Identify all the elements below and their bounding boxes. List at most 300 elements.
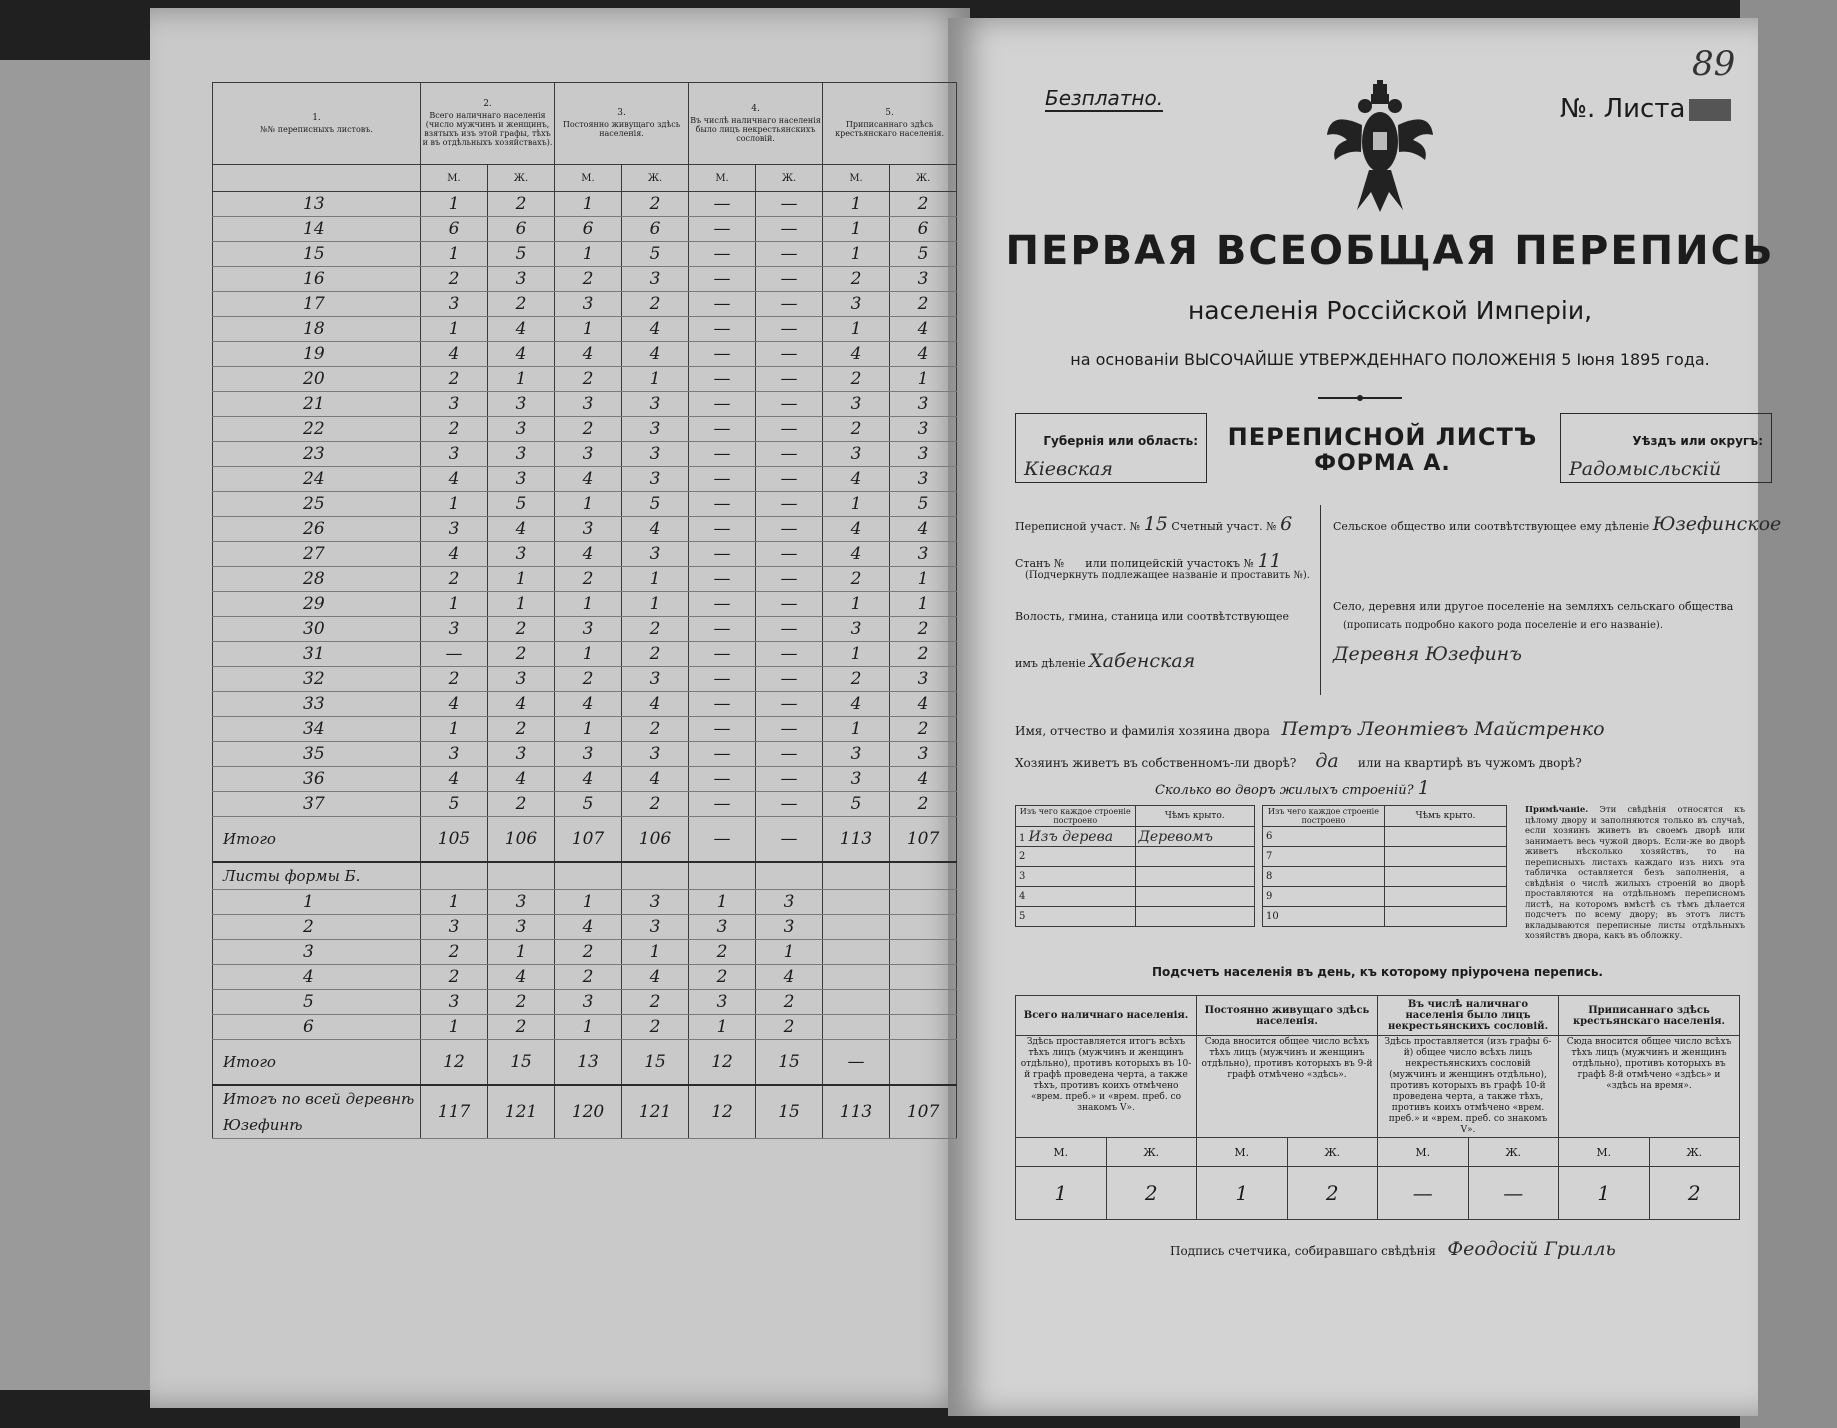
count-cell: 1 [823,592,890,617]
form-title-box [1205,413,1560,481]
count-cell: 2 [421,417,488,442]
total-cell: 12 [689,1040,756,1086]
sheet-number-cell: 37 [213,792,421,817]
table-row [213,342,957,367]
count-cell: 4 [823,467,890,492]
count-cell: 2 [555,940,622,965]
count-cell: 4 [756,965,823,990]
owner-field: Имя, отчество и фамилія хозяина двора Петръ Леонтіевъ Майстренко [1015,718,1605,740]
count-cell: 3 [421,442,488,467]
count-cell: 2 [890,617,957,642]
count-cell: 3 [555,990,622,1015]
count-cell: — [689,617,756,642]
total-cell: 113 [823,1085,890,1139]
count-cell: 1 [421,890,488,915]
count-cell: 3 [622,915,689,940]
col-sub-header: М. [421,165,488,192]
table-row [213,890,957,915]
count-cell: 3 [488,417,555,442]
count-cell: 3 [622,542,689,567]
col-sub-header: Ж. [488,165,555,192]
count-cell: 3 [622,467,689,492]
count-cell: 1 [421,192,488,217]
count-cell: 1 [823,242,890,267]
count-cell: 2 [689,940,756,965]
count-cell: 1 [689,890,756,915]
count-cell: 4 [421,692,488,717]
count-cell: 2 [890,792,957,817]
total-cell: 15 [488,1040,555,1086]
count-cell: 2 [622,717,689,742]
count-cell: 2 [421,965,488,990]
count-cell: 2 [488,717,555,742]
count-value: 2 [1649,1167,1740,1220]
count-cell: 2 [488,990,555,1015]
document-title: ПЕРВАЯ ВСЕОБЩАЯ ПЕРЕПИСЬ [1005,228,1775,274]
count-cell: 3 [890,667,957,692]
legal-basis: на основаніи ВЫСОЧАЙШЕ УТВЕРЖДЕННАГО ПОЛОЖЕНІЯ 5 Іюня 1895 года. [1070,350,1710,369]
count-cell: 1 [823,492,890,517]
count-cell: — [689,567,756,592]
count-cell: 1 [555,592,622,617]
count-cell: 2 [823,417,890,442]
count-cell: 2 [890,717,957,742]
count-cell: 3 [890,417,957,442]
count-cell: — [756,517,823,542]
count-cell: 2 [756,1015,823,1040]
count-cell: 2 [555,267,622,292]
table-row [213,940,957,965]
count-cell: 4 [622,342,689,367]
count-cell: 2 [421,267,488,292]
count-cell: 3 [488,915,555,940]
count-cell: 1 [823,717,890,742]
count-cell: 3 [421,990,488,1015]
free-of-charge-label: Безплатно. [1045,86,1164,110]
count-cell: 3 [689,915,756,940]
count-cell: 5 [890,492,957,517]
table-row [213,965,957,990]
sheet-number-cell: 15 [213,242,421,267]
count-cell: 3 [555,292,622,317]
total-row [213,817,957,863]
count-cell: 4 [488,692,555,717]
count-cell: — [689,542,756,567]
count-cell: 2 [488,642,555,667]
table-row [213,742,957,767]
count-cell: 4 [622,767,689,792]
count-cell: — [756,217,823,242]
sheet-number-cell: 23 [213,442,421,467]
sheet-number-cell: 32 [213,667,421,692]
count-cell: 2 [823,367,890,392]
total-label: Итого [213,817,421,863]
total-cell: 107 [555,817,622,863]
count-cell: 2 [421,567,488,592]
count-cell: 1 [622,940,689,965]
count-cell: — [756,792,823,817]
count-cell [823,990,890,1015]
count-cell: 3 [890,392,957,417]
table-row [213,792,957,817]
count-cell: 4 [555,767,622,792]
count-cell: 1 [823,192,890,217]
count-cell: 1 [555,242,622,267]
count-cell: 2 [622,642,689,667]
total-cell: 15 [756,1040,823,1086]
guberniya-value: Кіевская [1024,458,1113,480]
count-cell: — [689,217,756,242]
col-header-3: 3. Постоянно живущаго здѣсь населенія. [555,83,689,165]
document-subtitle: населенія Россійской Имперіи, [1187,296,1593,325]
village-value: Деревня Юзефинъ [1333,643,1522,665]
count-cell: 4 [622,517,689,542]
sheet-number-cell: 16 [213,267,421,292]
count-cell: 3 [823,442,890,467]
count-cell: 4 [823,517,890,542]
count-cell: 3 [890,442,957,467]
count-cell: 1 [421,717,488,742]
count-cell: — [689,442,756,467]
underlying-pages-left [0,60,170,1390]
total-cell: 12 [421,1040,488,1086]
total-cell: 106 [622,817,689,863]
count-cell: 3 [823,292,890,317]
count-cell: 3 [622,890,689,915]
count-cell: 2 [555,367,622,392]
table-row [213,667,957,692]
count-cell: 3 [890,742,957,767]
count-cell: 4 [421,467,488,492]
count-cell: 5 [421,792,488,817]
count-cell: 2 [488,617,555,642]
form-title: ПЕРЕПИСНОЙ ЛИСТЪ [1227,423,1538,451]
count-cell: 1 [488,940,555,965]
count-cell: 3 [421,392,488,417]
count-cell: 1 [823,217,890,242]
count-cell: 1 [689,1015,756,1040]
ledger-table [212,82,957,1139]
sheet-number-cell: 25 [213,492,421,517]
count-cell: 1 [421,1015,488,1040]
table-row [213,367,957,392]
signature-field: Подпись счетчика, собиравшаго свѣдѣнія Феодосій Грилль [1170,1238,1616,1260]
count-cell: 1 [421,317,488,342]
count-cell: — [756,417,823,442]
table-row [213,767,957,792]
count-cell: — [756,317,823,342]
count-cell: 3 [823,617,890,642]
count-cell: 5 [622,492,689,517]
note-block: Примѣчаніе. Эти свѣдѣнія относятся къ цѣлому двору и заполняются только въ случаѣ, если хозяинъ живетъ въ своемъ дворѣ или занимаетъ весь чужой дворъ. Если-же во дворѣ живетъ нѣсколько хозяйствъ, то на переписныхъ листахъ каждаго изъ нихъ эта табличка оставляется безъ заполненія, а свѣдѣнія о числѣ жилыхъ строеній во дворѣ проставляются на отдѣльномъ переписномъ листѣ, на которомъ вмѣстѣ съ тѣмъ дѣлается подсчетъ по всему двору; въ этотъ листъ вкладываются переписные листы отдѣльныхъ хозяйствъ двора, какъ въ обложку. [1525,805,1746,941]
count-cell: 2 [823,567,890,592]
count-cell: — [756,267,823,292]
count-cell: — [421,642,488,667]
count-cell: 3 [823,767,890,792]
count-cell: — [756,392,823,417]
count-cell: — [756,742,823,767]
count-cell: — [689,417,756,442]
count-cell: 3 [555,742,622,767]
count-cell: 4 [488,767,555,792]
count-cell: 1 [488,367,555,392]
count-cell: 4 [890,342,957,367]
col-sub-header: Ж. [890,165,957,192]
count-cell: 3 [421,292,488,317]
count-cell: 3 [488,467,555,492]
buildings-field: Сколько во дворъ жилыхъ строеній? 1 [1155,777,1430,799]
sheet-number-cell: 3 [213,940,421,965]
count-cell: — [689,742,756,767]
sheet-number-cell: 27 [213,542,421,567]
count-cell: 2 [622,792,689,817]
count-cell: 5 [488,492,555,517]
sex-header: М. [1197,1138,1288,1167]
count-cell: 2 [421,667,488,692]
col-sub-header: М. [823,165,890,192]
table-row [213,467,957,492]
table-row [213,617,957,642]
count-cell: 2 [823,667,890,692]
count-cell: 2 [622,192,689,217]
sheet-number-cell: 6 [213,1015,421,1040]
count-cell: 2 [756,990,823,1015]
volost-field: имъ дѣленіе Хабенская [1015,650,1196,672]
count-cell: 3 [488,890,555,915]
sheet-number-cell: 33 [213,692,421,717]
col-sub-header: М. [689,165,756,192]
count-cell: 4 [622,965,689,990]
count-cell: 3 [622,442,689,467]
count-cell: — [689,692,756,717]
count-cell: — [689,592,756,617]
count-cell: — [756,192,823,217]
sheet-number-cell: 22 [213,417,421,442]
count-cell: 1 [555,642,622,667]
total-cell: 107 [890,817,957,863]
total-label: Итого [213,1040,421,1086]
count-cell: — [756,342,823,367]
sex-header: Ж. [1649,1138,1740,1167]
count-value: 1 [1197,1167,1288,1220]
count-cell: 4 [488,317,555,342]
double-headed-eagle-emblem [1325,80,1435,215]
count-cell: 1 [421,492,488,517]
count-cell: 3 [488,267,555,292]
count-cell: 2 [622,292,689,317]
count-cell: 2 [622,1015,689,1040]
count-cell: 2 [622,990,689,1015]
count-cell: 5 [823,792,890,817]
count-cell: 3 [756,890,823,915]
col-sub-header: М. [555,165,622,192]
count-cell: 4 [555,692,622,717]
count-cell: 2 [555,965,622,990]
count-cell [890,940,957,965]
count-value: 1 [1559,1167,1650,1220]
section-row [213,862,957,890]
count-cell: 1 [555,890,622,915]
count-cell: 6 [622,217,689,242]
count-cell: — [689,267,756,292]
total-cell: 15 [622,1040,689,1086]
count-cell: — [689,467,756,492]
count-cell: 1 [555,492,622,517]
count-cell: 6 [890,217,957,242]
count-cell: 4 [823,342,890,367]
sheet-number-cell: 34 [213,717,421,742]
section-label: Листы формы Б. [213,862,421,890]
sheet-number-cell: 31 [213,642,421,667]
total-cell: 121 [488,1085,555,1139]
table-row [213,915,957,940]
count-cell: — [756,717,823,742]
table-row [213,692,957,717]
count-cell: — [689,517,756,542]
total-cell: 106 [488,817,555,863]
count-cell: 3 [823,392,890,417]
count-cell: — [689,392,756,417]
count-cell: 1 [555,192,622,217]
count-cell: — [689,717,756,742]
sheet-number-cell: 1 [213,890,421,915]
count-cell [823,1015,890,1040]
count-cell: 4 [823,542,890,567]
count-cell: — [756,542,823,567]
count-cell: 3 [622,392,689,417]
count-cell: 2 [555,667,622,692]
count-cell [823,915,890,940]
count-cell: 3 [488,442,555,467]
count-cell: 1 [823,317,890,342]
count-cell: — [756,767,823,792]
total-row [213,1085,957,1139]
total-cell [890,1040,957,1086]
table-row [213,292,957,317]
count-cell: — [756,367,823,392]
table-row [213,392,957,417]
count-cell: 6 [555,217,622,242]
count-cell: 2 [890,292,957,317]
count-cell: 1 [488,567,555,592]
count-cell: 4 [890,767,957,792]
uezd-box: Уѣздъ или округъ: Радомысльскій [1560,413,1772,483]
table-row [213,442,957,467]
col-sub-empty [213,165,421,192]
stan-field: Станъ № или полицейскій участокъ № 11 [1015,550,1282,572]
count-cell: 4 [421,542,488,567]
count-cell: 2 [823,267,890,292]
total-cell: 12 [689,1085,756,1139]
count-cell: 4 [555,467,622,492]
count-cell: 1 [555,317,622,342]
count-cell: 2 [488,1015,555,1040]
count-cell: — [689,667,756,692]
table-row [213,1015,957,1040]
table-row [213,217,957,242]
census-area-field: Переписной участ. № 15 Счетный участ. № 6 [1015,513,1293,535]
count-cell: 2 [421,367,488,392]
total-cell: — [823,1040,890,1086]
count-cell: 3 [890,467,957,492]
sheet-number-label: №. Листа [1560,94,1731,124]
sheet-number-cell: 36 [213,767,421,792]
count-value: — [1468,1167,1559,1220]
count-cell: 1 [421,242,488,267]
village-label: Село, деревня или другое поселеніе на земляхъ сельскаго общества [1333,600,1734,613]
sheet-number-cell: 35 [213,742,421,767]
count-cell: 3 [488,392,555,417]
count-cell: — [756,667,823,692]
count-cell: — [756,292,823,317]
count-cell: 3 [555,392,622,417]
count-cell: 3 [622,267,689,292]
count-cell: 1 [622,592,689,617]
count-cell: — [756,642,823,667]
count-cell [890,890,957,915]
count-cell: 3 [689,990,756,1015]
uezd-value: Радомысльскій [1569,458,1722,480]
count-cell: 1 [890,592,957,617]
count-cell: — [689,642,756,667]
count-cell: 3 [555,617,622,642]
count-cell: 3 [622,417,689,442]
buildings-table-left: Изъ чего каждое строеніе построено Чѣмъ крыто. 1 Изъ дерева Деревомъ 2 3 4 5 [1015,805,1255,927]
count-cell: — [689,242,756,267]
stan-note: (Подчеркнуть подлежащее названіе и проставить №). [1025,570,1310,581]
sheet-number-cell: 30 [213,617,421,642]
count-cell: 1 [622,567,689,592]
sheet-number-cell: 24 [213,467,421,492]
table-row [213,417,957,442]
sex-header: М. [1016,1138,1107,1167]
count-cell: 3 [421,617,488,642]
sex-header: Ж. [1468,1138,1559,1167]
sex-header: М. [1559,1138,1650,1167]
total-cell: 117 [421,1085,488,1139]
field-divider [1320,505,1321,695]
count-cell: 1 [756,940,823,965]
count-cell: 3 [488,742,555,767]
sheet-number-cell: 18 [213,317,421,342]
count-cell: 2 [890,642,957,667]
table-row [213,542,957,567]
sheet-number-cell: 2 [213,915,421,940]
col-sub-header: Ж. [756,165,823,192]
col-header-2: 2. Всего наличнаго населенія (число мужчинъ и женщинъ, взятыхъ изъ этой графы, тѣхъ и въ отдѣльныхъ хозяйствахъ). [421,83,555,165]
count-cell: 1 [555,717,622,742]
count-cell: 4 [890,517,957,542]
table-row [213,642,957,667]
count-cell: 3 [756,915,823,940]
count-cell: — [689,367,756,392]
sheet-number-cell: 4 [213,965,421,990]
col-header-1: 1. №№ переписныхъ листовъ. [213,83,421,165]
sheet-number-cell: 19 [213,342,421,367]
count-cell [890,915,957,940]
count-cell: 4 [555,542,622,567]
count-cell: 4 [488,517,555,542]
total-label: Итогъ по всей деревнѣ Юзефинѣ [213,1085,421,1139]
table-row [213,267,957,292]
count-cell: 2 [488,192,555,217]
count-cell: 2 [689,965,756,990]
count-cell: 4 [421,767,488,792]
count-value: — [1378,1167,1469,1220]
count-value: 1 [1016,1167,1107,1220]
count-cell: — [756,467,823,492]
count-cell: 1 [823,642,890,667]
